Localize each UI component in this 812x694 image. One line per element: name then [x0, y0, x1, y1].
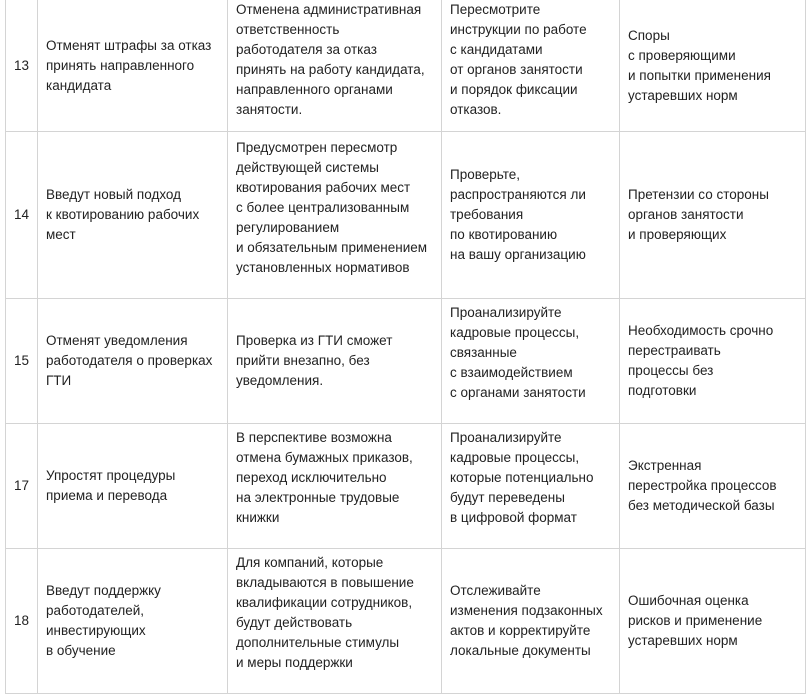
essence-cell: Предусмотрен пересмотр действующей системы квотирования рабочих мест с более централизованным регулированием и обязательным применением установленных нормативов: [228, 132, 442, 299]
row-number: 14: [6, 132, 38, 299]
row-number: 17: [6, 424, 38, 549]
action-cell: Проанализируйте кадровые процессы, которые потенциально будут переведены в цифровой формат: [442, 424, 620, 549]
action-cell: Проверьте, распространяются ли требования по квотированию на вашу организацию: [442, 132, 620, 299]
risk-cell: Экстренная перестройка процессов без методической базы: [620, 424, 806, 549]
table-row: [6, 299, 806, 424]
table-row: [6, 132, 806, 299]
change-cell: Введут новый подход к квотированию рабочих мест: [38, 132, 228, 299]
action-cell: Отслеживайте изменения подзаконных актов и корректируйте локальные документы: [442, 549, 620, 694]
essence-cell: Для компаний, которые вкладываются в повышение квалификации сотрудников, будут действовать дополнительные стимулы и меры поддержки: [228, 549, 442, 694]
row-number: 18: [6, 549, 38, 694]
change-cell: Упростят процедуры приема и перевода: [38, 424, 228, 549]
risk-cell: Ошибочная оценка рисков и применение устаревших норм: [620, 549, 806, 694]
change-cell: Отменят уведомления работодателя о проверках ГТИ: [38, 299, 228, 424]
action-cell: Пересмотрите инструкции по работе с кандидатами от органов занятости и порядок фиксации отказов.: [442, 0, 620, 132]
table-row: [6, 549, 806, 694]
change-cell: Отменят штрафы за отказ принять направленного кандидата: [38, 0, 228, 132]
table-row: [6, 424, 806, 549]
essence-cell: В перспективе возможна отмена бумажных приказов, переход исключительно на электронные трудовые книжки: [228, 424, 442, 549]
essence-cell: Отменена административная ответственность работодателя за отказ принять на работу кандидата, направленного органами занятости.: [228, 0, 442, 132]
risk-cell: Споры с проверяющими и попытки применения устаревших норм: [620, 0, 806, 132]
changes-table: [5, 0, 806, 694]
essence-cell: Проверка из ГТИ сможет прийти внезапно, без уведомления.: [228, 299, 442, 424]
action-cell: Проанализируйте кадровые процессы, связанные с взаимодействием с органами занятости: [442, 299, 620, 424]
table-row: [6, 0, 806, 132]
change-cell: Введут поддержку работодателей, инвестирующих в обучение: [38, 549, 228, 694]
row-number: 13: [6, 0, 38, 132]
risk-cell: Необходимость срочно перестраивать процессы без подготовки: [620, 299, 806, 424]
row-number: 15: [6, 299, 38, 424]
risk-cell: Претензии со стороны органов занятости и проверяющих: [620, 132, 806, 299]
